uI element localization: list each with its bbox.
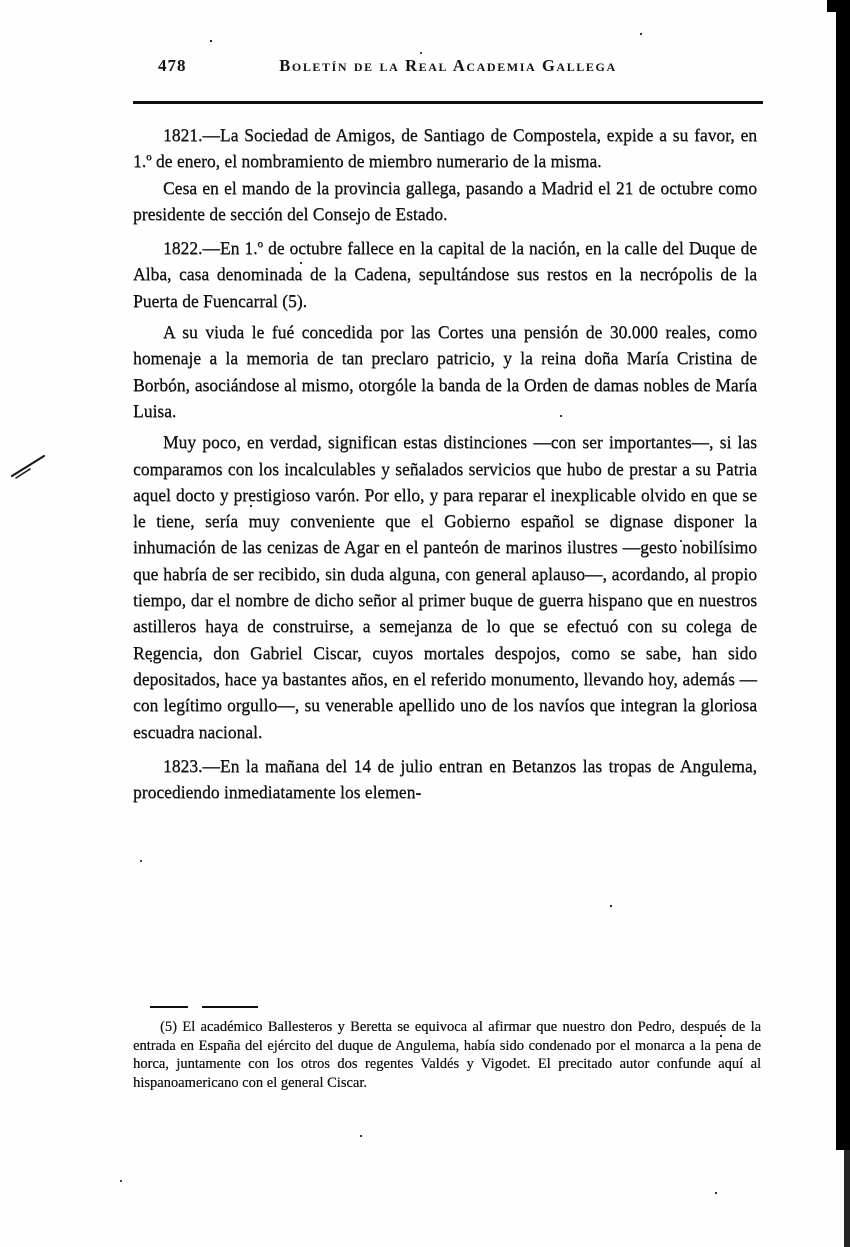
scan-noise-speckles [0, 0, 2, 2]
footnote [133, 1018, 761, 1092]
paragraph-cesa: Cesa en el mando de la provincia gallega, pasando a Madrid el 21 de octubre como presidente de sección del Consejo de Estado. [133, 177, 757, 224]
scan-edge-band-bottom [844, 1150, 850, 1247]
scan-edge-band [836, 0, 850, 1150]
page-number: 478 [158, 56, 187, 75]
scan-edge-band-top [827, 0, 850, 12]
paragraph-viuda: A su viuda le fué concedida por las Cortes una pensión de 30.000 reales, como homenaje a la memoria de tan preclaro patricio, y la reina doña María Cristina de Borbón, asociándose al mismo, otorgóle la banda de la Orden de damas nobles de María Luisa. [133, 322, 757, 421]
header-rule [133, 101, 763, 104]
page-header [133, 56, 763, 82]
body-text [133, 122, 757, 805]
paragraph-1822: 1822.—En 1.º de octubre fallece en la capital de la nación, en la calle del Duque de Alba, casa denominada de la Cadena, sepultándose sus restos en la necrópolis de la Puerta de Fuencarral (5). [133, 238, 757, 311]
footnote-text: (5) El académico Ballesteros y Beretta se equivoca al afirmar que nuestro don Pedro, después de la entrada en España del ejército del duque de Angulema, había sido condenado por el monarca a la pena de horca, juntamente con los otros dos regentes Valdés y Vigodet. El precitado autor confunde aquí al hispanoamericano con el general Ciscar. [133, 1019, 761, 1091]
footnote-separator [150, 1006, 350, 1009]
paragraph-1821: 1821.—La Sociedad de Amigos, de Santiago de Compostela, expide a su favor, en 1.º de enero, el nombramiento de miembro numerario de la misma. [133, 125, 757, 172]
paragraph-muy-poco: Muy poco, en verdad, significan estas distinciones —con ser importantes—, si las comparamos con los incalculables y señalados servicios que hubo de prestar a su Patria aquel docto y prestigioso varón. Por ello, y para reparar el inexplicable olvido en que se le tiene, sería muy conveniente que el Gobierno español se dignase disponer la inhumación de las cenizas de Agar en el panteón de marinos ilustres —gesto nobilísimo que habría de ser recibido, sin duda alguna, con general aplauso—, acordando, al propio tiempo, dar el nombre de dicho señor al primer buque de guerra hispano que en nuestros astilleros haya de construirse, a semejanza de lo que se efectuó con su colega de Regencia, don Gabriel Ciscar, cuyos mortales despojos, como se sabe, han sido depositados, hace ya bastantes años, en el referido monumento, llevando hoy, además —con legítimo orgullo—, su venerable apellido uno de los navíos que integran la gloriosa escuadra nacional. [133, 432, 757, 742]
journal-title: Boletín de la Real Academia Gallega [279, 56, 617, 75]
handwritten-pen-mark [8, 448, 56, 482]
paragraph-1823: 1823.—En la mañana del 14 de julio entran en Betanzos las tropas de Angulema, procediendo inmediatamente los elemen- [133, 755, 757, 803]
